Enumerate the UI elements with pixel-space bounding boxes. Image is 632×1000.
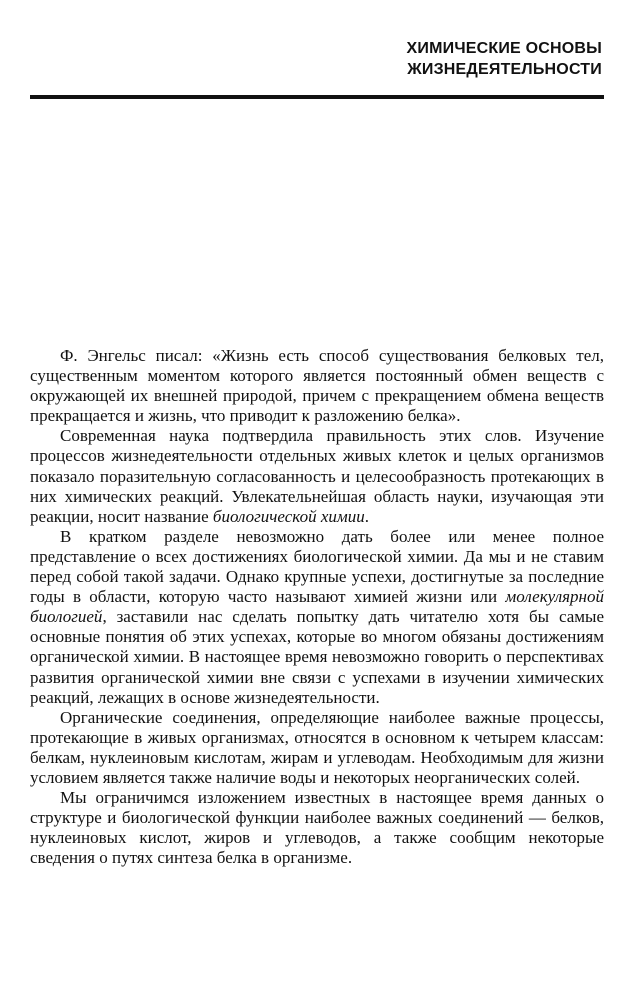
paragraph-text: В кратком разделе невозможно дать более или менее полное представление о всех достижениях биологической химии. Да мы и не ставим перед собой такой задачи. Однако крупные успехи, достигнутые за последние годы в области, которую часто называют химией жизни или [30,526,604,607]
paragraph-text: , заставили нас сделать попытку дать читателю хотя бы самые основные понятия об этих успехах, которые во многом обязаны достижениям органической химии. В настоящее время невозможно говорить о перспективах развития органической химии вне связи с успехами в изучении химических реакций, лежащих в основе жизнедеятельности. [30,607,604,707]
term-biological-chemistry: биологической химии [212,506,365,526]
main-text [30,346,604,868]
paragraph-scope [30,788,604,868]
paragraph-text: . [364,506,369,526]
chapter-title [407,38,602,80]
paragraph-organic-compounds [30,708,604,788]
paragraph-text: Органические соединения, определяющие наиболее важные процессы, протекающие в живых организмах, относятся в основном к четырем классам: белкам, нуклеиновым кислотам, жирам и углеводам. Необходимым для жизни условием является также наличие воды и некоторых неорганических солей. [30,707,604,787]
paragraph-modern-science [30,426,604,526]
paragraph-engels-quote [30,346,604,426]
term-molecular-biology: молекулярной биологией [30,587,604,627]
chapter-title-line-2: ЖИЗНЕДЕЯТЕЛЬНОСТИ [407,61,602,78]
paragraph-text: Мы ограничимся изложением известных в настоящее время данных о структуре и биологической функции наиболее важных соединений — белков, нуклеиновых кислот, жиров и углеводов, а также сообщим некоторые сведения о путях синтеза белка в организме. [30,788,604,868]
paragraph-text: Современная наука подтвердила правильность этих слов. Изучение процессов жизнедеятельности отдельных живых клеток и целых организмов показало поразительную согласованность и целесообразность протекающих в них химических реакций. Увлекательнейшая область науки, изучающая эти реакции, носит название [30,426,604,526]
paragraph-brief-section [30,527,604,708]
header-divider [30,95,604,99]
chapter-title-line-1: ХИМИЧЕСКИЕ ОСНОВЫ [406,40,602,57]
paragraph-text: Ф. Энгельс писал: «Жизнь есть способ существования белковых тел, существенным моментом которого является постоянный обмен веществ с окружающей их внешней природой, причем с прекращением обмена веществ прекращается и жизнь, что приводит к разложению белка». [30,346,604,426]
